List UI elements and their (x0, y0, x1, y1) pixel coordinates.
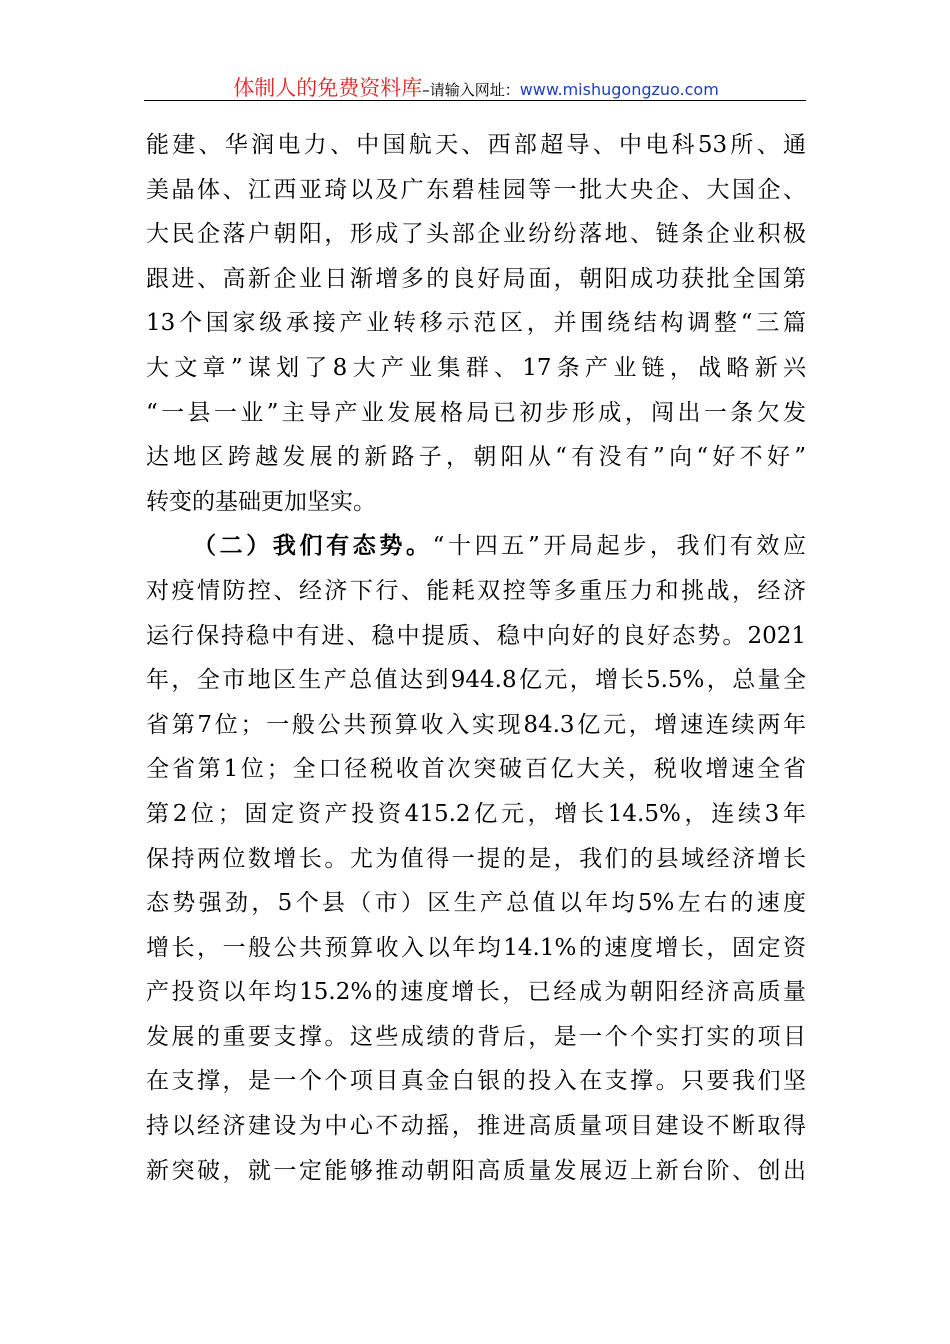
header-prompt: –请输入网址： (422, 81, 520, 99)
text-line: 13个国家级承接产业转移示范区，并围绕结构调整“三篇 (146, 310, 806, 337)
paragraph-2-first-line (146, 524, 806, 569)
text-line: 转变的基础更加坚实。 (146, 488, 376, 515)
text-line: “一县一业”主导产业发展格局已初步形成，闯出一条欠发 (146, 399, 806, 426)
header-url-link[interactable]: www.mishugongzuo.com (519, 80, 719, 99)
text-line: 保持两位数增长。尤为值得一提的是，我们的县域经济增长 (146, 845, 806, 872)
text-line: 大文章”谋划了8大产业集群、17条产业链，战略新兴 (146, 354, 806, 381)
text-line: 能建、华润电力、中国航天、西部超导、中电科53所、通 (146, 132, 806, 158)
text-line: 发展的重要支撑。这些成绩的背后，是一个个实打实的项目 (146, 1023, 806, 1050)
header-divider (144, 100, 806, 101)
text-line: 第2位；固定资产投资415.2亿元，增长14.5%，连续3年 (146, 800, 806, 827)
text-run: “十四五”开局起步，我们有效应 (432, 533, 806, 560)
text-line: 全省第1位；全口径税收首次突破百亿大关，税收增速全省 (146, 756, 806, 783)
text-line: 增长，一般公共预算收入以年均14.1%的速度增长，固定资 (146, 934, 806, 961)
text-line: 在支撑，是一个个项目真金白银的投入在支撑。只要我们坚 (146, 1068, 806, 1095)
page-header (146, 72, 806, 100)
text-line: 大民企落户朝阳，形成了头部企业纷纷落地、链条企业积极 (146, 221, 806, 248)
text-line: 新突破，就一定能够推动朝阳高质量发展迈上新台阶、创出 (146, 1157, 806, 1184)
section-heading: （二）我们有态势。 (193, 532, 433, 560)
paragraph-1 (146, 123, 806, 524)
text-line: 达地区跨越发展的新路子，朝阳从“有没有”向“好不好” (146, 444, 806, 471)
header-brand: 体制人的免费资料库 (233, 76, 423, 100)
text-line: 对疫情防控、经济下行、能耗双控等多重压力和挑战，经济 (146, 577, 806, 604)
paragraph-2 (146, 524, 806, 1193)
text-line: 产投资以年均15.2%的速度增长，已经成为朝阳经济高质量 (146, 979, 806, 1006)
text-line: 持以经济建设为中心不动摇，推进高质量项目建设不断取得 (146, 1113, 806, 1140)
document-body (146, 123, 806, 1193)
text-line: 运行保持稳中有进、稳中提质、稳中向好的良好态势。2021 (146, 622, 806, 649)
text-line: 美晶体、江西亚琦以及广东碧桂园等一批大央企、大国企、 (146, 176, 806, 203)
text-line: 省第7位；一般公共预算收入实现84.3亿元，增速连续两年 (146, 711, 806, 738)
text-line: 跟进、高新企业日渐增多的良好局面，朝阳成功获批全国第 (146, 265, 806, 292)
text-line: 年，全市地区生产总值达到944.8亿元，增长5.5%，总量全 (146, 667, 806, 694)
text-line: 态势强劲，5个县（市）区生产总值以年均5%左右的速度 (146, 890, 806, 917)
